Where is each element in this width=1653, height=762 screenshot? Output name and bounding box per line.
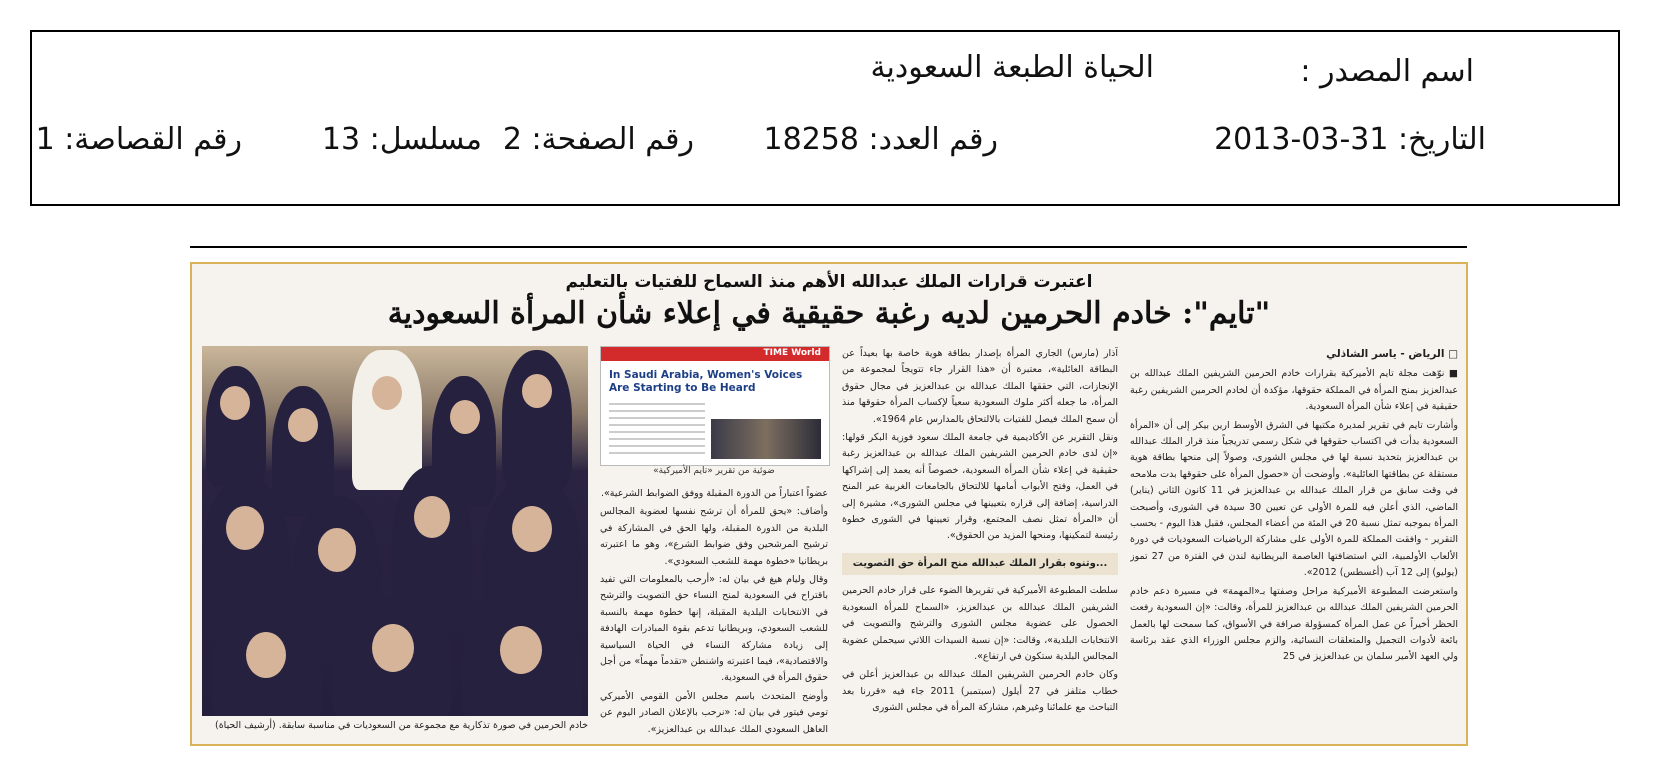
source-value: الحياة الطبعة السعودية (870, 50, 1154, 85)
photo-face (512, 506, 552, 552)
source-info-box (30, 30, 1620, 206)
inset-text-lines (609, 403, 705, 459)
inset-caption: ضوئية من تقرير «تايم الأميركية» (653, 466, 775, 476)
paragraph: وقال وليام هيغ في بيان له: «أرحب بالمعلومات التي تفيد باقتراح في السعودية لمنح النساء حق التصويت والترشح في الانتخابات البلدية المقبلة، إنها خطوة مهمة بالنسبة للشعب السعودي، وبريطانيا تدعم بقوة المبادرات الهادفة إلى زيادة مشاركة النساء في الحياة السياسية والاقتصادية»، فيما اعتبرته واشنطن «تقدماً مهماً» من أجل حقوق المرأة في السعودية. (600, 574, 828, 684)
paragraph: واستعرضت المطبوعة الأميركية مراحل وصفتها بـ«المهمة» في مسيرة دعم خادم الحرمين الشريفين الملك عبدالله بن عبدالعزيز للمرأة، وقالت: «إن السعودية رفعت الحظر أخيراً عن عمل المرأة كمسؤولة صرافة في الأسواق، كما سمحت لها بالعمل بائعة لأدوات التجميل والمتعلقات النسائية، والزم مجلس الوزراء الذي عقد برئاسة ولي العهد الأمير سلمان بن عبدالعزيز في 25 (1130, 585, 1458, 663)
byline: □ الرياض - ياسر الشاذلي (1326, 348, 1458, 360)
paragraph: ■ نوّهت مجلة تايم الأميركية بقرارات خادم الحرمين الشريفين الملك عبدالله بن عبدالعزيز بمنح المرأة في المملكة حقوقها، مؤكدة أن لخادم الحرمين الشريفين رغبة حقيقية في إعلاء شأن المرأة السعودية. (1130, 368, 1458, 413)
photo-figure (502, 350, 572, 490)
serial-number: مسلسل: 13 (321, 122, 482, 157)
photo-face (414, 496, 450, 538)
inset-photo (711, 419, 821, 459)
clipping-number: رقم القصاصة: 1 (35, 122, 242, 157)
photo-face (372, 624, 414, 672)
date-field: التاريخ: 31-03-2013 (1214, 122, 1486, 157)
article-subhead: ...وتنوه بقرار الملك عبدالله منح المرأة حق التصويت (842, 553, 1118, 575)
paragraph: عضواً اعتباراً من الدورة المقبلة ووفق الضوابط الشرعية». (600, 488, 828, 499)
photo-face (246, 632, 286, 678)
article-column-1 (1130, 346, 1458, 738)
page-number: رقم الصفحة: 2 (502, 122, 694, 157)
photo-caption: خادم الحرمين في صورة تذكارية مع مجموعة من السعوديات في مناسبة سابقة. (أرشيف الحياة) (214, 720, 588, 731)
paragraph: وأشارت تايم في تقرير لمديرة مكتبها في الشرق الأوسط ارين بيكر إلى أن «المرأة السعودية بدأت في اكتساب حقوقها في شكل رسمي تدريجياً منذ قرار الملك عبدالله بن عبدالعزيز بتحديد نسبة لها في مجلس الشورى، وصولاً إلى منحها بطاقة هوية مستقلة عن بطاقتها العائلية». وأوضحت أن «حصول المرأة على حقوقها بدت ملامحه في وقت سابق من قرار الملك عبدالله بن عبدالعزيز في 11 كانون الثاني (يناير) الماضي، الذي أعلن فيه للمرة الأولى عن تعيين 30 سيدة في الشورى، وأصبحت المرأة بموجبه تمثل نسبة 20 في المئة من أعضاء المجلس، فقبل هذا اليوم - بحسب التقرير - وافقت المملكة للمرة الأولى على مشاركة الرياضيات السعوديات في دورة الألعاب الأولمبية، التي استضافتها العاصمة البريطانية لندن في الفترة من 27 تموز (يوليو) إلى 12 آب (أغسطس) 2012». (1130, 419, 1458, 579)
photo-face (522, 374, 552, 408)
time-header-bar (601, 347, 829, 361)
photo-face (372, 376, 402, 410)
article-column-2 (842, 346, 1118, 738)
photo-figure (206, 366, 266, 486)
paragraph: سلطت المطبوعة الأميركية في تقريرها الضوء على قرار خادم الحرمين الشريفين الملك عبدالله بن عبدالعزيز، «السماح للمرأة السعودية الحصول على عضوية مجلس الشورى والترشح والتصويت في الانتخابات البلدية»، وقالت: «إن نسبة السيدات اللاتي سيحملن عضوية المجالس البلدية ستكون في ارتفاع». (842, 585, 1118, 662)
article-column-3 (600, 486, 828, 740)
article-headline: "تايم": خادم الحرمين لديه رغبة حقيقية في إعلاء شأن المرأة السعودية (387, 296, 1271, 331)
photo-face (288, 408, 318, 442)
paragraph: وكان خادم الحرمين الشريفين الملك عبدالله بن عبدالعزيز أعلن في خطاب متلفز في 27 أيلول (سبتمبر) 2011 جاء فيه «قررنا بعد التباحث مع علمائنا وغيرهم، مشاركة المرأة في مجلس الشورى (842, 669, 1118, 714)
time-screenshot-inset (600, 346, 830, 466)
photo-figure (272, 386, 334, 516)
photo-figure-king (352, 350, 422, 490)
paragraph: وأضاف: «يحق للمرأة أن ترشح نفسها لعضوية المجالس البلدية من الدورة المقبلة، ولها الحق في المشاركة في ترشيح المرشحين وفق ضوابط الشرع»، وهو ما اعتبرته بريطانيا «خطوة مهمة للشعب السعودي». (600, 506, 828, 567)
paragraph: آذار (مارس) الجاري المرأة بإصدار بطاقة هوية خاصة بها بعيداً عن البطاقة العائلية»، معتبرة أن «هذا القرار جاء تتويجاً لمجموعة من الإنجازات، التي حققها الملك عبدالله بن عبدالعزيز في مجال حقوق المرأة، ما جعله أكثر ملوك السعودية سعياً لإكساب المرأة حقوقها منذ أن سمح الملك فيصل للفتيات بالالتحاق بالمدارس عام 1964». (842, 348, 1118, 425)
photo-face (450, 400, 480, 434)
issue-number: رقم العدد: 18258 (763, 122, 998, 157)
paragraph: ونقل التقرير عن الأكاديمية في جامعة الملك سعود فوزية البكر قولها: «إن لدى خادم الحرمين الشريفين الملك عبدالله بن عبدالعزيز رغبة حقيقية في إعلاء شأن المرأة السعودية، خصوصاً أنه يعمد إلى إشراكها في العمل، وفتح الأبواب أمامها للالتحاق بالجامعات الغربية عبر المنح الدراسية، إضافة إلى قراره بتعيينها في مجلس الشورى»، مشيرة إلى أن «المرأة تمثل نصف المجتمع، وقرار تعيينها في الشورى خطوة رئيسة لتمكينها، ومنحها المزيد من الحقوق». (842, 432, 1118, 542)
time-logo: TIME World (763, 348, 821, 358)
paragraph: وأوضح المتحدث باسم مجلس الأمن القومي الأميركي تومي فيتور في بيان له: «نرحب بالإعلان الصادر اليوم عن العاهل السعودي الملك عبدالله بن عبدالعزيز». (600, 690, 828, 735)
photo-face (220, 386, 250, 420)
inset-headline: In Saudi Arabia, Women's Voices Are Starting to Be Heard (609, 369, 803, 394)
source-label: اسم المصدر : (1300, 54, 1474, 89)
article-supertitle: اعتبرت قرارات الملك عبدالله الأهم منذ السماح للفتيات بالتعليم (565, 272, 1093, 292)
separator-line (190, 246, 1467, 248)
group-photo (202, 346, 588, 716)
photo-face (318, 528, 356, 572)
photo-face (500, 626, 542, 674)
photo-face (226, 506, 264, 550)
newspaper-clipping (190, 262, 1468, 746)
